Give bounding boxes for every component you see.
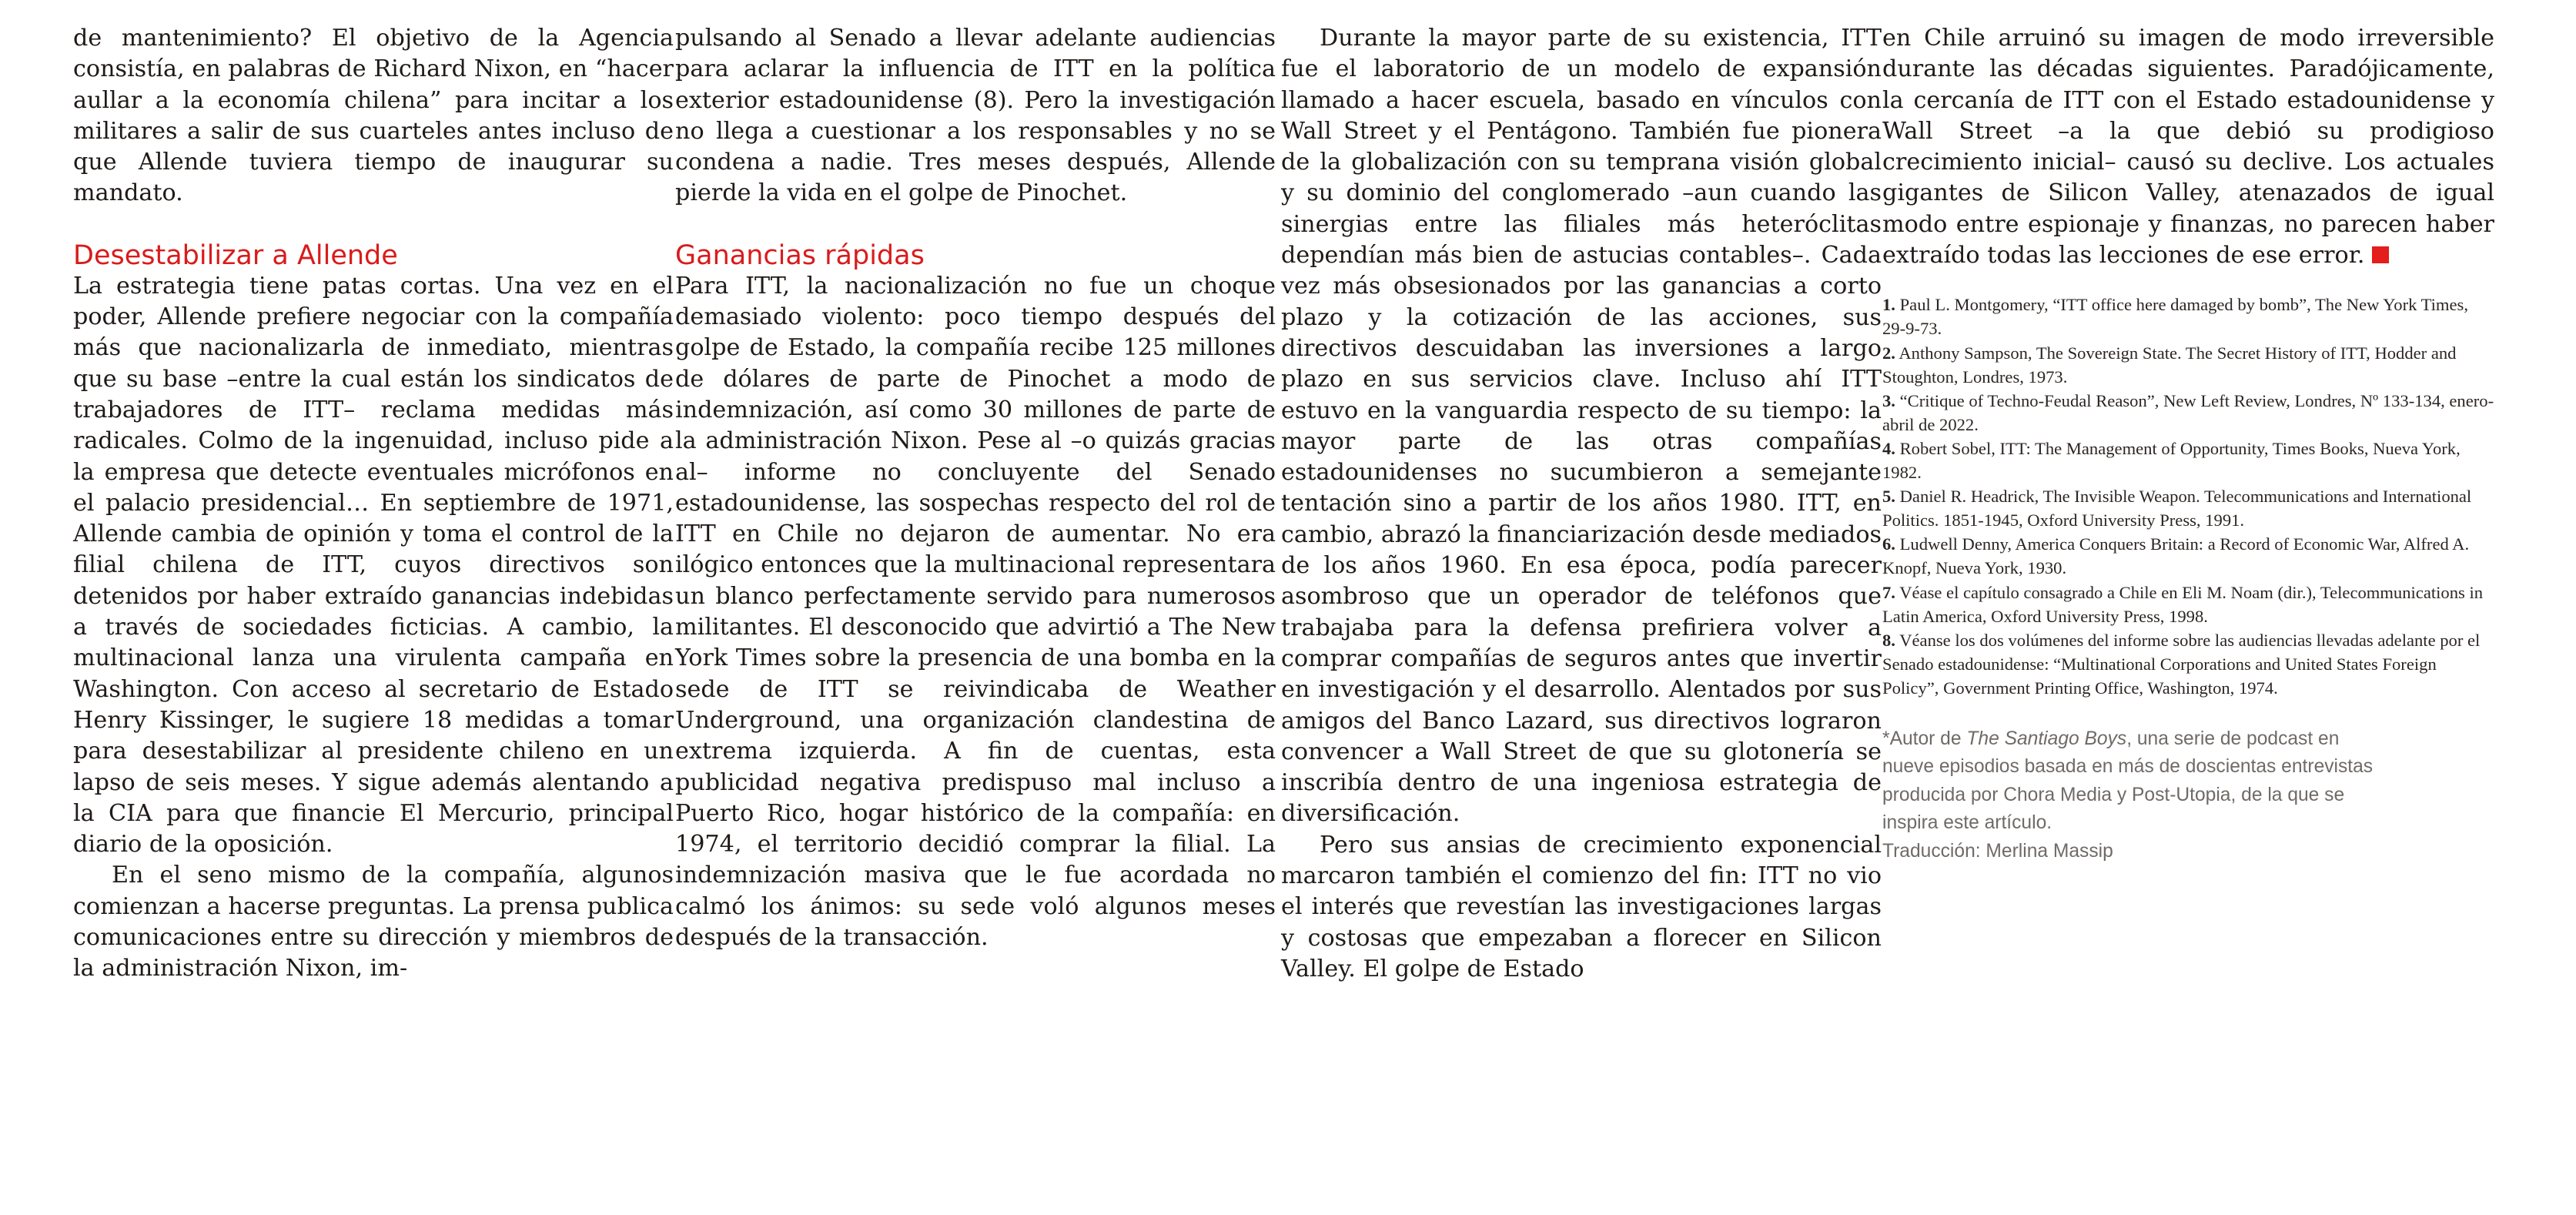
paragraph-text: En el seno mismo de la compañía, algunos comienzan a hacerse preguntas. La prensa publica comunicaciones entre su dirección y miembros de la administración Nixon, im- — [73, 862, 674, 982]
paragraph — [73, 23, 674, 209]
paragraph — [675, 271, 1276, 954]
paragraph-text: de mantenimiento? El objetivo de la Agencia consistía, en palabras de Richard Nixon, en “hacer aullar a la economía chilena” para incitar a los militares a salir de sus cuarteles antes incluso de que Allende tuviera tiempo de inaugurar su mandato. — [73, 25, 674, 207]
paragraph — [73, 271, 674, 861]
footnote-number: 5. — [1882, 487, 1895, 507]
section-gap — [675, 209, 1276, 240]
footnote-text: Robert Sobel, ITT: The Management of Opportunity, Times Books, Nueva York, 1982. — [1882, 438, 2461, 483]
paragraph-text: pulsando al Senado a llevar adelante audiencias para aclarar la influencia de ITT en la política exterior estadounidense (8). Pero la investigación no llega a cuestionar a los responsables y no se condena a nadie. Tres meses después, Allende pierde la vida en el golpe de Pinochet. — [675, 25, 1276, 207]
footnote — [1882, 437, 2494, 484]
credit-translation: Traducción: Merlina Massip — [1882, 840, 2113, 862]
footnote-text: Anthony Sampson, The Sovereign State. The Secret History of ITT, Hodder and Stoughton, Londres, 1973. — [1882, 343, 2457, 387]
paragraph — [675, 23, 1276, 209]
section-heading: Ganancias rápidas — [675, 239, 925, 271]
footnote — [1882, 484, 2494, 532]
credit-after: , una serie de podcast en nueve episodios basada en más de doscientas entrevistas producida por Chora Media y Post-Utopia, de la que se inspira este artículo. — [1882, 728, 2374, 834]
footnote — [1882, 389, 2494, 437]
column-4 — [1882, 23, 2494, 865]
footnote-text: Véase el capítulo consagrado a Chile en Eli M. Noam (dir.), Telecommunications in Latin America, Oxford University Press, 1998. — [1882, 582, 2484, 626]
paragraph-text: La estrategia tiene patas cortas. Una vez en el poder, Allende prefiere negociar con la compañía más que nacionalizarla de inmediato, mientras que su base –entre la cual están los sindicatos de trabajadores de ITT– reclama medidas más radicales. Colmo de la ingenuidad, incluso pide a la empresa que detecte eventuales micrófonos en el palacio presidencial… En septiembre de 1971, Allende cambia de opinión y toma el control de la filial chilena de ITT, cuyos directivos son detenidos por haber extraído ganancias indebidas a través de sociedades ficticias. A cambio, la multinacional lanza una virulenta campaña en Washington. Con acceso al secretario de Estado Henry Kissinger, le sugiere 18 medidas a tomar para desestabilizar al presidente chileno en un lapso de seis meses. Y sigue además alentando a la CIA para que financie El Mercurio, principal diario de la oposición. — [73, 272, 674, 859]
footnote — [1882, 628, 2494, 700]
paragraph — [73, 860, 674, 984]
footnote-text: Daniel R. Headrick, The Invisible Weapon. Telecommunications and International Politics. 1851-1945, Oxford University Press, 1991. — [1882, 487, 2472, 531]
paragraph — [1882, 23, 2494, 271]
column-3 — [1281, 23, 1882, 985]
footnote-number: 3. — [1882, 390, 1895, 410]
paragraph-text: Para ITT, la nacionalización no fue un choque demasiado violento: poco tiempo después del golpe de Estado, la compañía recibe 125 millones de dólares de parte de Pinochet a modo de indemnización, así como 30 millones de parte de la administración Nixon. Pese al –o quizás gracias al– informe no concluyente del Senado estadounidense, las sospechas respecto del rol de ITT en Chile no dejaron de aumentar. No era ilógico entonces que la multinacional representara un blanco perfectamente servido para numerosos militantes. El desconocido que advirtió a The New York Times sobre la presencia de una bomba en la sede de ITT se reivindicaba de Weather Underground, una organización clandestina de extrema izquierda. A fin de cuentas, esta publicidad negativa predispuso mal incluso a Puerto Rico, hogar histórico de la compañía: en 1974, el territorio decidió comprar la filial. La indemnización masiva que le fue acordada no calmó los ánimos: su sede voló algunos meses después de la transacción. — [675, 272, 1276, 952]
paragraph — [1281, 830, 1882, 985]
footnote-number: 2. — [1882, 343, 1895, 363]
column-1 — [73, 23, 674, 985]
footnote-text: Véanse los dos volúmenes del informe sobre las audiencias llevadas adelante por el Senado estadounidense: “Multinational Corporations and United States Foreign Policy”, Government Printing Office, Washington, 1974. — [1882, 630, 2481, 698]
paragraph-text: Pero sus ansias de crecimiento exponencial marcaron también el comienzo del fin: ITT no vio el interés que revestían las investigaciones largas y costosas que empezaban a florecer en Silicon Valley. El golpe de Estado — [1281, 831, 1882, 982]
footnote — [1882, 341, 2494, 389]
footnote — [1882, 532, 2494, 580]
end-of-article-square-icon — [2372, 246, 2389, 263]
footnote-text: Paul L. Montgomery, “ITT office here damaged by bomb”, The New York Times, 29-9-73. — [1882, 295, 2468, 339]
column-4-body — [1882, 23, 2494, 271]
section-gap — [73, 209, 674, 240]
paragraph-text: en Chile arruinó su imagen de modo irreversible durante las décadas siguientes. Paradójicamente, la cercanía de ITT con el Estado estadounidense y Wall Street –a la que debió su prodigioso crecimiento inicial– causó su declive. Los actuales gigantes de Silicon Valley, atenazados de igual modo entre espionaje y finanzas, no parecen haber extraído todas las lecciones de ese error. — [1882, 25, 2494, 269]
footnotes — [1882, 293, 2494, 700]
section-heading: Desestabilizar a Allende — [73, 239, 398, 271]
footnote-number: 6. — [1882, 534, 1895, 554]
credit-podcast-title: The Santiago Boys — [1966, 728, 2127, 749]
footnote — [1882, 293, 2494, 340]
footnote-number: 7. — [1882, 582, 1895, 602]
footnote-text: Ludwell Denny, America Conquers Britain: a Record of Economic War, Alfred A. Knopf, Nueva York, 1930. — [1882, 534, 2470, 578]
paragraph — [1281, 23, 1882, 830]
author-credit — [1882, 725, 2375, 865]
footnote-number: 8. — [1882, 630, 1895, 650]
footnote — [1882, 581, 2494, 628]
footnote-number: 1. — [1882, 295, 1895, 315]
footnote-text: “Critique of Techno-Feudal Reason”, New Left Review, Londres, Nº 133-134, enero-abril de 2022. — [1882, 390, 2494, 434]
paragraph-text: Durante la mayor parte de su existencia, ITT fue el laboratorio de un modelo de expansión llamado a hacer escuela, basado en vínculos con Wall Street y el Pentágono. También fue pionera de la globalización con su temprana visión global y su dominio del conglomerado –aun cuando las sinergias entre las filiales más heteróclitas dependían más bien de astucias contables–. Cada vez más obsesionados por las ganancias a corto plazo y la cotización de las acciones, sus directivos descuidaban las inversiones a largo plazo en sus servicios clave. Incluso ahí ITT estuvo en la vanguardia respecto de su tiempo: la mayor parte de las otras compañías estadounidenses no sucumbieron a semejante tentación sino a partir de los años 1980. ITT, en cambio, abrazó la financiarización desde mediados de los años 1960. En esa época, podía parecer asombroso que un operador de teléfonos que trabajaba para la defensa prefiriera volver a comprar compañías de seguros antes que invertir en investigación y el desarrollo. Alentados por sus amigos del Banco Lazard, sus directivos lograron convencer a Wall Street de que su glotonería se inscribía dentro de una ingeniosa estrategia de diversificación. — [1281, 25, 1882, 828]
credit-before: *Autor de — [1882, 728, 1967, 749]
column-2 — [675, 23, 1276, 953]
footnote-number: 4. — [1882, 438, 1895, 458]
